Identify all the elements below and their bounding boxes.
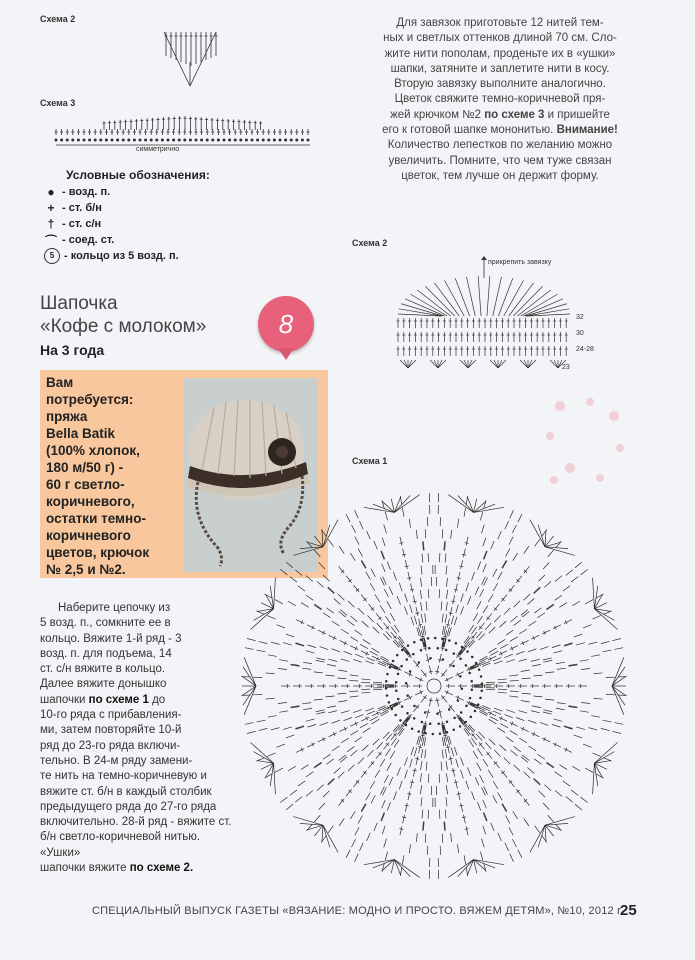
materials-text xyxy=(46,374,184,578)
text-line xyxy=(40,739,238,754)
footer-text: СПЕЦИАЛЬНЫЙ ВЫПУСК ГАЗЕТЫ «ВЯЗАНИЕ: МОДНО И ПРОСТО. ВЯЖЕМ ДЕТЯМ», №10, 2012 г. xyxy=(92,905,624,917)
text-line xyxy=(40,677,238,692)
emphasis-text: по схеме 1 xyxy=(88,693,149,706)
text-span: жей крючком №2 xyxy=(390,108,485,121)
legend-row xyxy=(40,184,300,200)
legend-text: - возд. п. xyxy=(62,186,111,198)
text-line xyxy=(40,632,238,647)
text-line xyxy=(342,92,658,107)
text-line xyxy=(342,154,658,169)
legend-row xyxy=(40,216,300,232)
instructions-text xyxy=(40,601,238,876)
text-line xyxy=(40,662,238,677)
text-line xyxy=(40,861,238,876)
materials-line: Bella Batik xyxy=(46,426,116,441)
text-span: возд. п. для подъема, 14 xyxy=(40,647,172,660)
text-span: шапочки вяжите xyxy=(40,862,130,875)
materials-line: остатки темно- xyxy=(46,511,146,526)
emphasis-text: по схеме 2. xyxy=(129,862,194,875)
materials-line: 60 г светло- xyxy=(46,477,125,492)
text-span: увеличить. Помните, что чем туже связан xyxy=(388,154,612,167)
text-span: ст. с/н вяжите в кольцо. xyxy=(40,663,166,676)
schema3-label: Схема 3 xyxy=(40,98,76,108)
schema2-right-label: Схема 2 xyxy=(352,238,388,248)
text-span: ми, затем повторяйте 10-й xyxy=(40,724,182,737)
article-age: На 3 года xyxy=(40,342,105,358)
pattern-number-badge xyxy=(258,296,314,360)
text-line xyxy=(342,16,658,31)
text-line xyxy=(40,800,238,815)
text-span: 10-го ряда с прибавления- xyxy=(40,709,182,722)
text-span: его к готовой шапке мононитью. xyxy=(382,124,557,137)
text-line xyxy=(40,616,238,631)
ties-and-flower-text xyxy=(342,16,658,184)
text-span: тельно. В 24-м ряду замени- xyxy=(40,754,193,767)
text-line xyxy=(342,31,658,46)
text-span: и пришейте xyxy=(544,108,610,121)
text-line xyxy=(40,601,238,616)
text-span: до xyxy=(148,693,166,706)
text-span: жите нити пополам, проденьте их в «ушки» xyxy=(384,47,616,60)
materials-line: пряжа xyxy=(46,409,88,424)
legend xyxy=(40,168,300,264)
text-span: те нить на темно-коричневую и xyxy=(40,770,207,783)
text-line xyxy=(40,647,238,662)
text-line xyxy=(342,169,658,184)
legend-row xyxy=(40,200,300,216)
text-span: кольцо. Вяжите 1-й ряд - 3 xyxy=(40,632,182,645)
text-line xyxy=(342,47,658,62)
text-line xyxy=(40,754,238,769)
text-span: Количество лепестков по желанию можно xyxy=(387,139,613,152)
row-label-23: 23 xyxy=(562,364,570,371)
text-line xyxy=(342,108,658,123)
text-span: цветок, тем лучше он держит форму. xyxy=(401,169,599,182)
text-span: вяжите ст. б/н в каждый столбик xyxy=(40,785,212,798)
legend-text: - соед. ст. xyxy=(62,234,115,246)
text-span: шапки, затяните и заплетите нити в косу. xyxy=(390,62,610,75)
double-crochet-icon: † xyxy=(47,217,55,231)
page-number: 25 xyxy=(620,902,637,919)
legend-text: - ст. б/н xyxy=(62,202,102,214)
text-span: Далее вяжите донышко xyxy=(40,678,167,691)
materials-line: Вам xyxy=(46,375,74,390)
text-span: б/н светло-коричневой нитью. «Ушки» xyxy=(40,831,201,859)
row-label-24-28: 24-28 xyxy=(576,346,594,353)
text-line xyxy=(342,123,658,138)
row-label-30: 30 xyxy=(576,330,584,337)
text-line xyxy=(342,77,658,92)
text-line xyxy=(342,62,658,77)
text-line xyxy=(40,815,238,830)
materials-line: коричневого xyxy=(46,528,131,543)
single-crochet-icon: + xyxy=(47,201,55,215)
text-span: ряд до 23-го ряда включи- xyxy=(40,739,181,752)
emphasis-text: по схеме 3 xyxy=(484,108,545,121)
schema1-label: Схема 1 xyxy=(352,456,388,466)
text-line xyxy=(40,708,238,723)
text-span: ных и светлых оттенков длиной 70 см. Сло- xyxy=(383,32,617,45)
text-line xyxy=(342,138,658,153)
text-span: включительно. 28-й ряд - вяжите ст. xyxy=(40,816,232,829)
text-span: Для завязок приготовьте 12 нитей тем- xyxy=(396,17,604,29)
schema2-top-diagram xyxy=(160,28,220,90)
materials-line: потребуется: xyxy=(46,392,134,407)
legend-text: - кольцо из 5 возд. п. xyxy=(64,250,179,262)
text-span: 5 возд. п., сомкните ее в xyxy=(40,617,171,630)
schema3-symmetric-note: симметрично xyxy=(136,146,180,153)
text-span: шапочки xyxy=(40,693,89,706)
materials-line: 180 м/50 г) - xyxy=(46,460,124,475)
materials-line: (100% хлопок, xyxy=(46,443,140,458)
schema2-note: прикрепить завязку xyxy=(488,259,552,266)
text-span: Вторую завязку выполните аналогично. xyxy=(394,78,606,91)
article-title-line2: «Кофе с молоком» xyxy=(40,316,207,337)
legend-row xyxy=(40,248,300,264)
slip-stitch-icon: ⌒ xyxy=(44,233,57,248)
ring-icon: 5 xyxy=(44,248,60,264)
schema2-top-label: Схема 2 xyxy=(40,14,76,24)
legend-title: Условные обозначения: xyxy=(66,168,210,182)
text-line xyxy=(40,785,238,800)
materials-line: № 2,5 и №2. xyxy=(46,562,126,577)
schema3-diagram xyxy=(52,112,317,154)
text-span: предыдущего ряда до 27-го ряда xyxy=(40,800,217,813)
schema1-crown-diagram xyxy=(228,480,640,892)
materials-line: коричневого, xyxy=(46,494,135,509)
text-line xyxy=(40,769,238,784)
legend-text: - ст. с/н xyxy=(62,218,102,230)
chain-stitch-icon: ● xyxy=(47,185,55,199)
text-span: Наберите цепочку из xyxy=(58,602,171,614)
badge-number: 8 xyxy=(258,296,314,352)
text-line xyxy=(40,830,238,861)
schema2-earflap-diagram xyxy=(392,256,592,374)
text-line xyxy=(40,723,238,738)
legend-row xyxy=(40,232,300,248)
article-title-line1: Шапочка xyxy=(40,293,118,314)
text-line xyxy=(40,693,238,708)
row-label-32: 32 xyxy=(576,314,584,321)
materials-line: цветов, крючок xyxy=(46,545,150,560)
badge-tail-icon xyxy=(278,348,294,360)
text-span: Цветок свяжите темно-коричневой пря- xyxy=(394,93,606,106)
emphasis-text: Внимание! xyxy=(556,124,618,137)
